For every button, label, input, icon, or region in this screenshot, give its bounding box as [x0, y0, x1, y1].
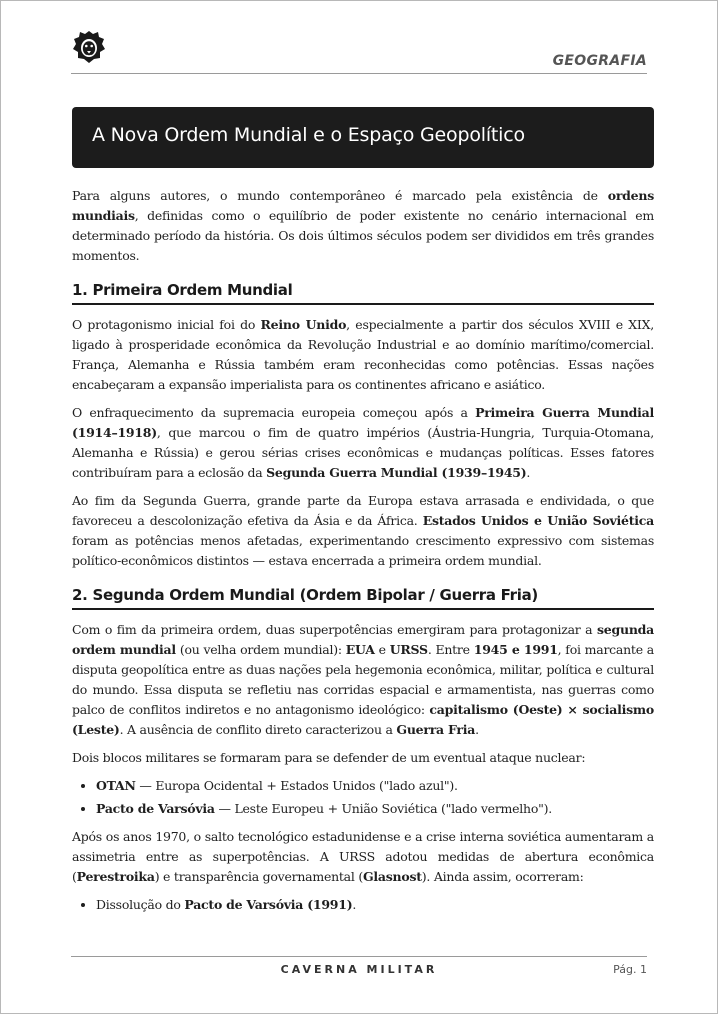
text-run: , que marcou o fim de quatro impérios (Áustria-Hungria, Turquia-Otomana, Alemanha e Rússia) e gerou sérias crises econômicas e mudanças políticas. Esses fatores contribuíram para a eclosão da: [72, 425, 654, 480]
text-run: .: [352, 897, 357, 912]
list-item: [96, 799, 654, 819]
event-list: [72, 895, 654, 915]
text-run: , foi marcante a disputa geopolítica entre as duas nações pela hegemonia econômica, militar, política e cultural do mundo. Essa disputa se refletiu nas corridas espacial e armamentista, nas guerras como palco de conflitos indiretos e no antagonismo ideológico:: [72, 642, 654, 717]
list-item: [96, 895, 654, 915]
text-run: — Europa Ocidental + Estados Unidos ("lado azul").: [135, 778, 458, 793]
paragraph: [72, 403, 654, 483]
text-run: Para alguns autores, o mundo contemporâneo é marcado pela existência de: [72, 188, 608, 203]
text-run: Com o fim da primeira ordem, duas superpotências emergiram para protagonizar a: [72, 622, 597, 637]
text-run: e: [374, 642, 390, 657]
bold-term: Pacto de Varsóvia (1991): [184, 897, 353, 912]
bold-term: Primeira Guerra Mundial (1914–1918): [72, 405, 654, 440]
text-run: , definidas como o equilíbrio de poder existente no cenário internacional em determinado período da história. Os dois últimos séculos podem ser divididos em três grandes momentos.: [72, 208, 654, 263]
bold-term: OTAN: [96, 778, 136, 793]
page-number: Pág. 1: [613, 963, 647, 976]
text-run: — Leste Europeu + União Soviética ("lado vermelho").: [214, 801, 552, 816]
paragraph: Dois blocos militares se formaram para se defender de um eventual ataque nuclear:: [72, 750, 586, 765]
paragraph: [72, 315, 654, 395]
text-run: Após os anos 1970, o salto tecnológico estadunidense e a crise interna soviética aumentaram a assimetria entre as superpotências. A URSS adotou medidas de abertura econômica (: [72, 829, 654, 884]
bold-term: Guerra Fria: [396, 722, 476, 737]
main-content: [72, 186, 654, 923]
bold-term: URSS: [389, 642, 428, 657]
bold-term: Perestroika: [76, 869, 155, 884]
text-run: . Entre: [427, 642, 474, 657]
text-run: ). Ainda assim, ocorreram:: [421, 869, 584, 884]
text-run: O enfraquecimento da supremacia europeia começou após a: [72, 405, 476, 420]
paragraph: [72, 827, 654, 887]
header-divider: [71, 73, 647, 74]
bold-term: ordens mundiais: [72, 188, 654, 223]
text-run: (ou velha ordem mundial):: [175, 642, 346, 657]
text-run: . A ausência de conflito direto caracterizou a: [119, 722, 397, 737]
text-run: .: [475, 722, 479, 737]
lion-logo-icon: [71, 29, 107, 65]
paragraph: [72, 491, 654, 571]
list-item: [96, 776, 654, 796]
section-heading: 2. Segunda Ordem Mundial (Ordem Bipolar / Guerra Fria): [72, 586, 654, 610]
bold-term: Pacto de Varsóvia: [96, 801, 215, 816]
bold-term: EUA: [345, 642, 375, 657]
section-heading: 1. Primeira Ordem Mundial: [72, 281, 654, 305]
footer-divider: [71, 956, 647, 957]
text-run: .: [526, 465, 531, 480]
title-banner: [72, 107, 654, 168]
bold-term: Estados Unidos e União Soviética: [422, 513, 654, 528]
bold-term: 1945 e 1991: [473, 642, 558, 657]
bold-term: Reino Unido: [260, 317, 347, 332]
text-run: Ao fim da Segunda Guerra, grande parte da Europa estava arrasada e endividada, o que favoreceu a descolonização efetiva da Ásia e da África.: [72, 493, 654, 528]
subject-label: GEOGRAFIA: [552, 53, 647, 69]
text-run: foram as potências menos afetadas, experimentando crescimento expressivo com sistemas político-econômicos distintos — estava encerrada a primeira ordem mundial.: [72, 533, 654, 568]
text-run: Dissolução do: [96, 897, 185, 912]
text-run: O protagonismo inicial foi do: [72, 317, 261, 332]
text-run: ) e transparência governamental (: [154, 869, 363, 884]
text-run: , especialmente a partir dos séculos XVIII e XIX, ligado à prosperidade econômica da Revolução Industrial e ao domínio marítimo/comercial. França, Alemanha e Rússia também eram reconhecidas como potências. Essas nações encabeçaram a expansão imperialista para os continentes africano e asiático.: [72, 317, 654, 392]
footer-brand: CAVERNA MILITAR: [280, 963, 438, 976]
bold-term: Glasnost: [362, 869, 422, 884]
bold-term: segunda ordem mundial: [72, 622, 654, 657]
intro-paragraph: [72, 186, 654, 266]
paragraph: [72, 620, 654, 740]
bold-term: Segunda Guerra Mundial (1939–1945): [266, 465, 527, 480]
bold-term: capitalismo (Oeste) × socialismo (Leste): [72, 702, 654, 737]
page-title: A Nova Ordem Mundial e o Espaço Geopolítico: [92, 124, 525, 146]
bloc-list: [72, 776, 654, 819]
